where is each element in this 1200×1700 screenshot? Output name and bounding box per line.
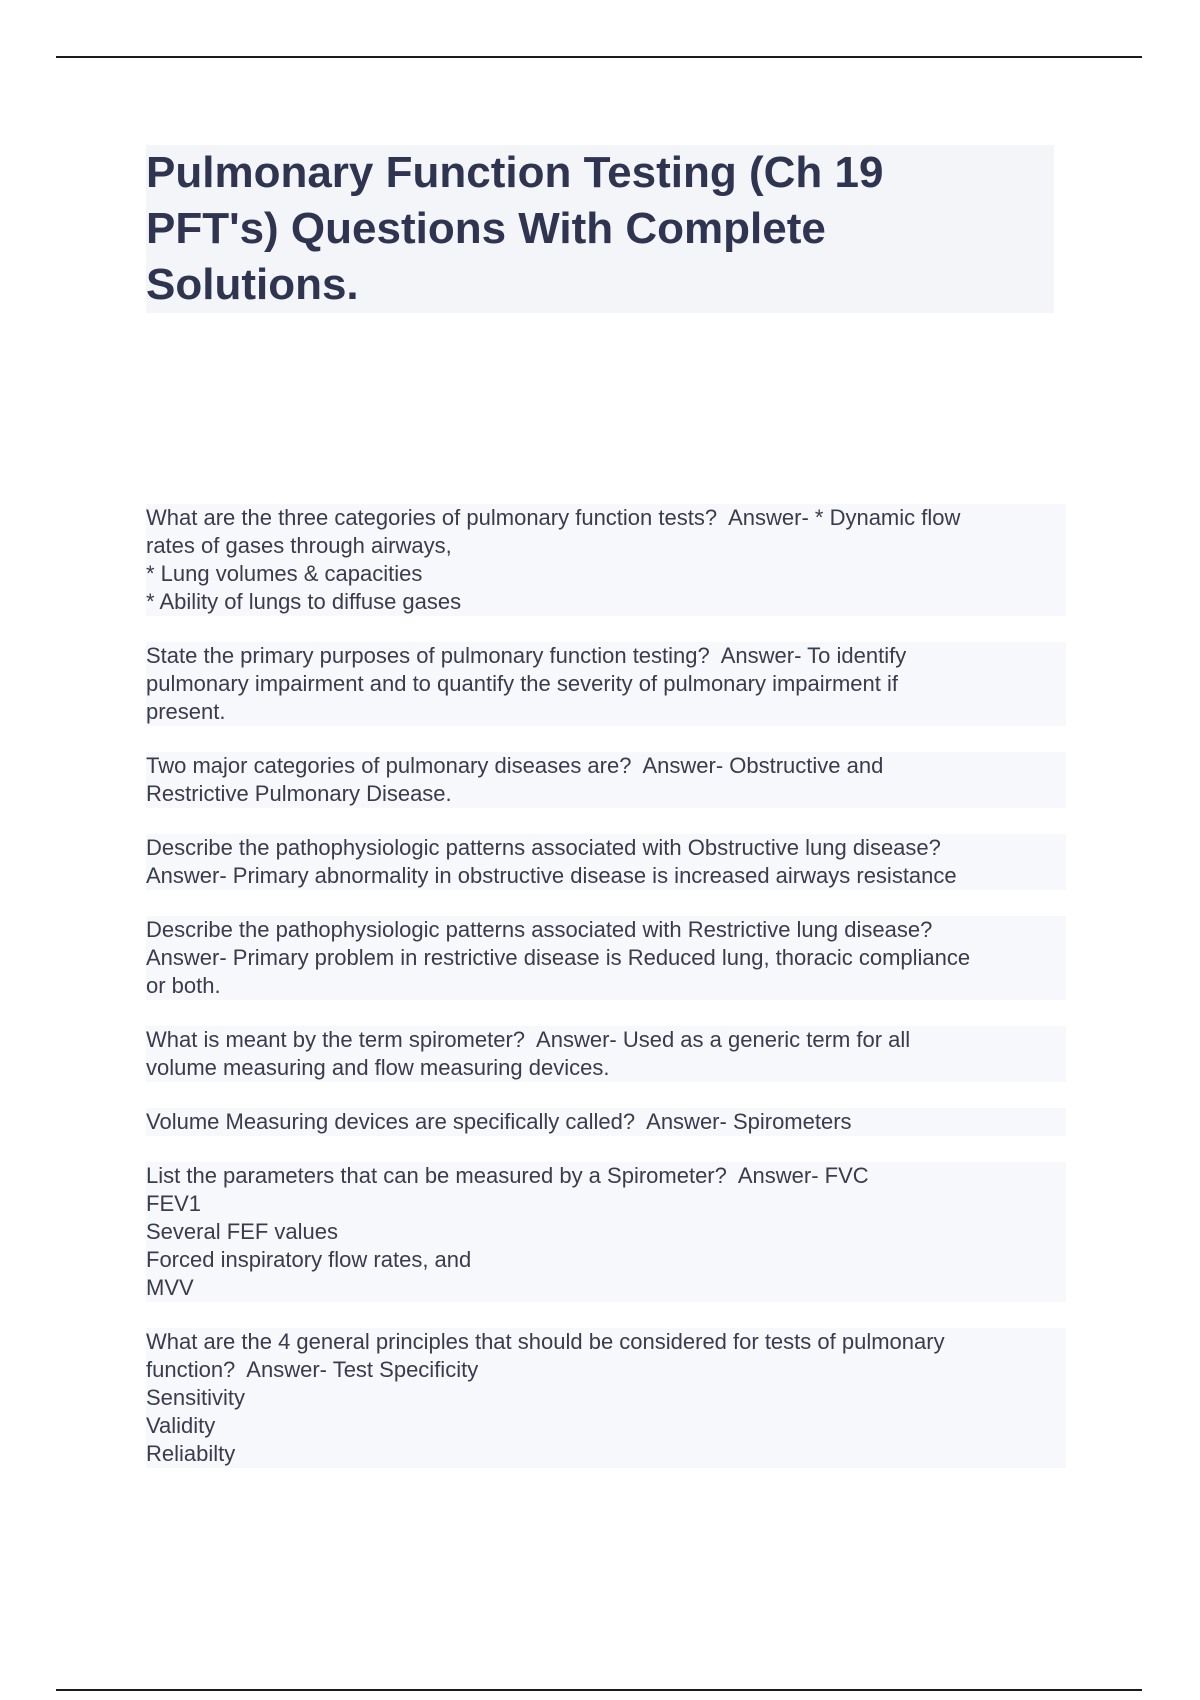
qa-list (146, 504, 1066, 1494)
qa-line: function? Answer- Test Specificity (146, 1356, 1066, 1384)
qa-line: rates of gases through airways, (146, 532, 1066, 560)
qa-item (146, 916, 1066, 1000)
qa-line: Restrictive Pulmonary Disease. (146, 780, 1066, 808)
qa-line: Answer- Primary abnormality in obstructive disease is increased airways resistance (146, 862, 1066, 890)
bottom-rule (56, 1689, 1142, 1691)
qa-line: Describe the pathophysiologic patterns associated with Restrictive lung disease? (146, 916, 1066, 944)
qa-line: present. (146, 698, 1066, 726)
qa-line: pulmonary impairment and to quantify the severity of pulmonary impairment if (146, 670, 1066, 698)
qa-item (146, 1162, 1066, 1302)
qa-line: Several FEF values (146, 1218, 1066, 1246)
qa-line: What are the three categories of pulmonary function tests? Answer- * Dynamic flow (146, 504, 1066, 532)
qa-item (146, 1108, 1066, 1136)
qa-line: What are the 4 general principles that should be considered for tests of pulmonary (146, 1328, 1066, 1356)
qa-line: Forced inspiratory flow rates, and (146, 1246, 1066, 1274)
document-title: Pulmonary Function Testing (Ch 19 PFT's) Questions With Complete Solutions. (146, 148, 884, 309)
top-rule (56, 56, 1142, 58)
qa-item (146, 1328, 1066, 1468)
qa-line: FEV1 (146, 1190, 1066, 1218)
qa-line: volume measuring and flow measuring devices. (146, 1054, 1066, 1082)
qa-line: Sensitivity (146, 1384, 1066, 1412)
qa-line: MVV (146, 1274, 1066, 1302)
title-block (146, 145, 1054, 313)
qa-item (146, 642, 1066, 726)
qa-line: Describe the pathophysiologic patterns associated with Obstructive lung disease? (146, 834, 1066, 862)
qa-line: State the primary purposes of pulmonary function testing? Answer- To identify (146, 642, 1066, 670)
qa-line: Volume Measuring devices are specifically called? Answer- Spirometers (146, 1108, 1066, 1136)
qa-line: List the parameters that can be measured by a Spirometer? Answer- FVC (146, 1162, 1066, 1190)
qa-line: or both. (146, 972, 1066, 1000)
qa-item (146, 1026, 1066, 1082)
qa-line: Validity (146, 1412, 1066, 1440)
qa-line: Answer- Primary problem in restrictive disease is Reduced lung, thoracic compliance (146, 944, 1066, 972)
qa-line: Reliabilty (146, 1440, 1066, 1468)
qa-line: * Ability of lungs to diffuse gases (146, 588, 1066, 616)
qa-item (146, 504, 1066, 616)
qa-line: * Lung volumes & capacities (146, 560, 1066, 588)
qa-line: What is meant by the term spirometer? Answer- Used as a generic term for all (146, 1026, 1066, 1054)
qa-line: Two major categories of pulmonary diseases are? Answer- Obstructive and (146, 752, 1066, 780)
qa-item (146, 752, 1066, 808)
qa-item (146, 834, 1066, 890)
